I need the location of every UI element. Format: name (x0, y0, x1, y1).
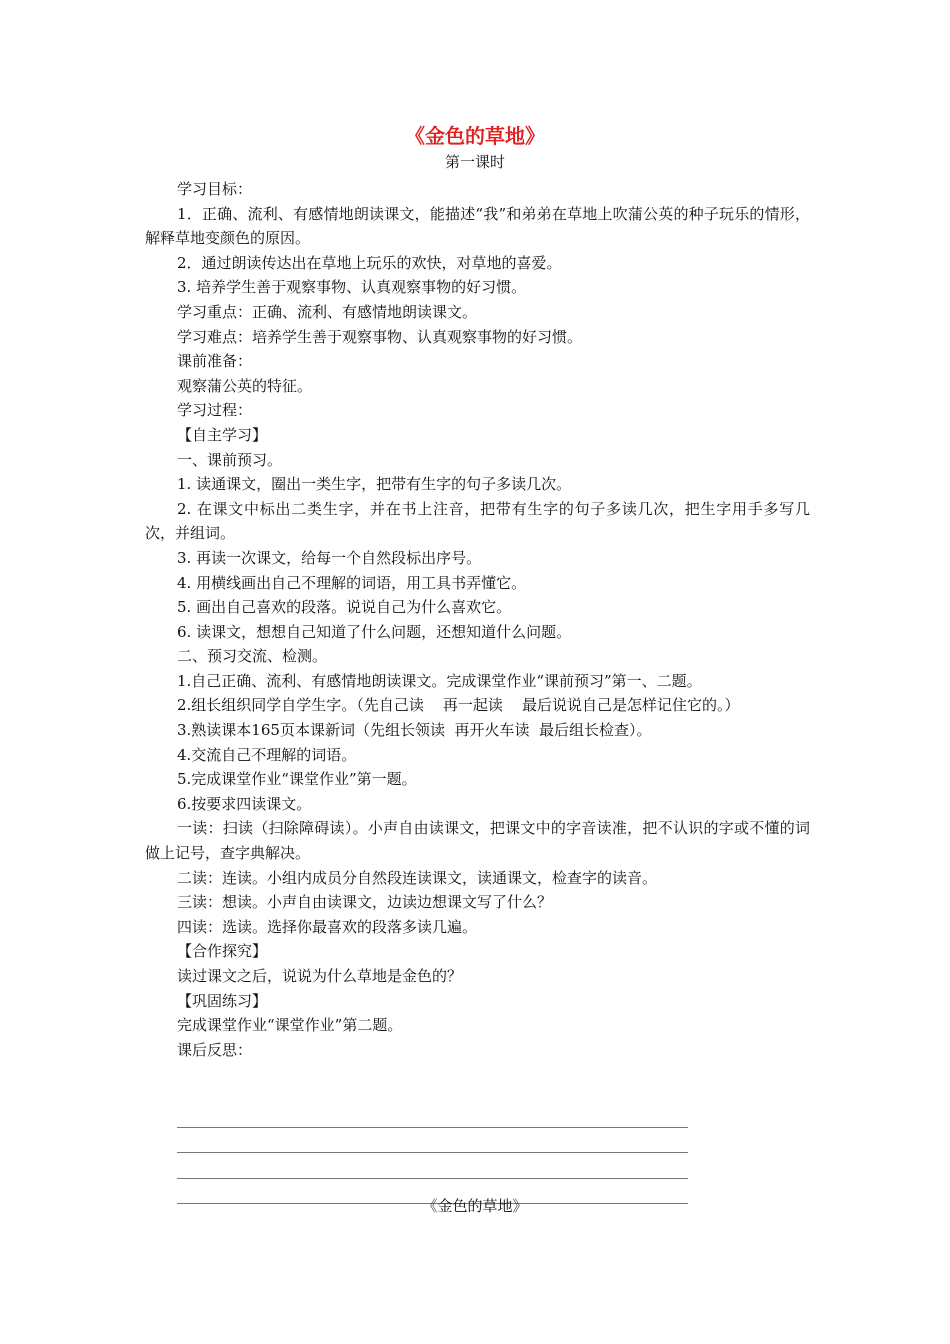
reflection-lines (177, 1102, 688, 1204)
paragraph: 1．正确、流利、有感情地朗读课文，能描述“我”和弟弟在草地上吹蒲公英的种子玩乐的情形，解释草地变颜色的原因。 (145, 204, 810, 248)
paragraph: 课后反思： (177, 1040, 253, 1059)
paragraph: 2. 在课文中标出二类生字，并在书上注音，把带有生字的句子多读几次，把生字用手多写几次，并组词。 (145, 499, 810, 543)
paragraph: 2.组长组织同学自学生字。（先自己读 再一起读 最后说说自己是怎样记住它的。） (177, 696, 740, 715)
paragraph: 6.按要求四读课文。 (177, 794, 312, 813)
paragraph: 学习难点：培养学生善于观察事物、认真观察事物的好习惯。 (177, 327, 583, 346)
paragraph: 学习目标： (177, 180, 253, 198)
paragraph: 5. 画出自己喜欢的段落。说说自己为什么喜欢它。 (177, 598, 512, 617)
paragraph: 四读：选读。选择你最喜欢的段落多读几遍。 (177, 917, 478, 936)
answer-line (177, 1102, 688, 1128)
paragraph: 【自主学习】 (177, 425, 268, 444)
paragraph: 【巩固练习】 (177, 991, 268, 1010)
paragraph: 学习过程： (177, 401, 253, 420)
paragraph: 课前准备： (177, 352, 253, 371)
paragraph: 二读：连读。小组内成员分自然段连读课文，读通课文，检查字的读音。 (177, 868, 658, 887)
paragraph: 6. 读课文，想想自己知道了什么问题，还想知道什么问题。 (177, 622, 572, 641)
paragraph: 1.自己正确、流利、有感情地朗读课文。完成课堂作业“课前预习”第一、二题。 (177, 671, 702, 690)
document-body (145, 177, 810, 1062)
document-title: 《金色的草地》 (405, 124, 545, 148)
paragraph: 观察蒲公英的特征。 (177, 376, 313, 395)
paragraph: 读过课文之后，说说为什么草地是金色的？ (177, 967, 463, 985)
paragraph: 3. 再读一次课文，给每一个自然段标出序号。 (177, 548, 482, 567)
footer-title: 《金色的草地》 (422, 1197, 528, 1215)
answer-line (177, 1153, 688, 1179)
paragraph: 一、课前预习。 (177, 450, 283, 469)
paragraph: 3.熟读课本165页本课新词（先组长领读 再开火车读 最后组长检查）。 (177, 721, 652, 740)
paragraph: 4. 用横线画出自己不理解的词语，用工具书弄懂它。 (177, 573, 527, 592)
paragraph: 学习重点：正确、流利、有感情地朗读课文。 (177, 302, 478, 321)
paragraph: 【合作探究】 (177, 942, 268, 961)
paragraph: 4.交流自己不理解的词语。 (177, 745, 357, 764)
paragraph: 1. 读通课文，圈出一类生字，把带有生字的句子多读几次。 (177, 475, 572, 494)
paragraph: 2．通过朗读传达出在草地上玩乐的欢快，对草地的喜爱。 (177, 253, 562, 272)
document-subtitle: 第一课时 (444, 153, 505, 171)
paragraph: 完成课堂作业“课堂作业”第二题。 (177, 1016, 403, 1035)
paragraph: 一读：扫读（扫除障碍读）。小声自由读课文，把课文中的字音读准，把不认识的字或不懂的词做上记号，查字典解决。 (145, 819, 810, 863)
paragraph: 5.完成课堂作业“课堂作业”第一题。 (177, 770, 417, 789)
answer-line (177, 1128, 688, 1154)
paragraph: 3. 培养学生善于观察事物、认真观察事物的好习惯。 (177, 278, 527, 297)
paragraph: 三读：想读。小声自由读课文，边读边想课文写了什么？ (177, 893, 553, 912)
paragraph: 二、预习交流、检测。 (177, 647, 328, 666)
